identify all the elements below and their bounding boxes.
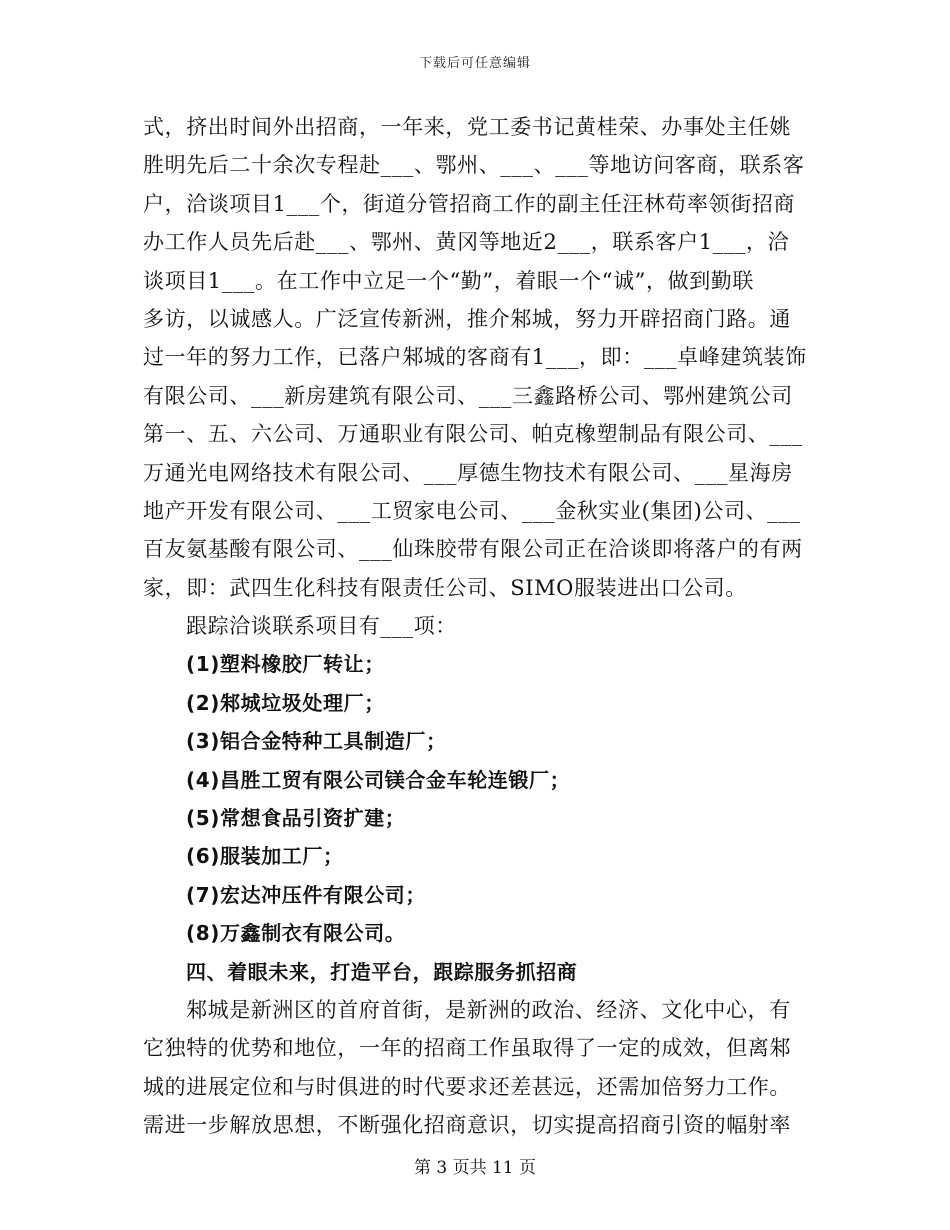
paragraph-line: 胜明先后二十余次专程赴___、鄂州、___、___等地访问客商，联系客 bbox=[143, 153, 805, 178]
section-heading: 四、着眼未来，打造平台，跟踪服务抓招商 bbox=[186, 959, 578, 984]
paragraph-line: 多访，以诚感人。广泛宣传新洲，推介邾城，努力开辟招商门路。通 bbox=[143, 306, 791, 331]
project-list-item: (2)邾城垃圾处理厂； bbox=[186, 690, 385, 715]
paragraph-line: 地产开发有限公司、___工贸家电公司、___金秋实业(集团)公司、___ bbox=[143, 498, 801, 523]
tracking-projects-intro: 跟踪洽谈联系项目有___项： bbox=[186, 614, 457, 639]
document-body bbox=[143, 108, 808, 1145]
paragraph-line: 式，挤出时间外出招商，一年来，党工委书记黄桂荣、办事处主任姚 bbox=[143, 115, 791, 139]
paragraph-line: 百友氨基酸有限公司、___仙珠胶带有限公司正在洽谈即将落户的有两 bbox=[143, 537, 803, 562]
paragraph-line: 谈项目1___。在工作中立足一个“勤”，着眼一个“诚”，做到勤联 bbox=[143, 268, 755, 293]
paragraph-line: 第一、五、六公司、万通职业有限公司、帕克橡塑制品有限公司、___ bbox=[143, 422, 803, 447]
paragraph-line: 城的进展定位和与时俱进的时代要求还差甚远，还需加倍努力工作。 bbox=[143, 1074, 791, 1099]
project-list-item: (7)宏达冲压件有限公司； bbox=[186, 882, 426, 907]
paragraph-line: 万通光电网络技术有限公司、___厚德生物技术有限公司、___星海房 bbox=[143, 460, 793, 485]
paragraph-line: 邾城是新洲区的首府首街，是新洲的政治、经济、文化中心，有 bbox=[186, 997, 791, 1022]
paragraph-line: 它独特的优势和地位，一年的招商工作虽取得了一定的成效，但离邾 bbox=[143, 1036, 791, 1061]
page-number-footer: 第 3 页共 11 页 bbox=[413, 1158, 537, 1178]
project-list-item: (1)塑料橡胶厂转让； bbox=[186, 652, 385, 677]
paragraph-line: 过一年的努力工作，已落户邾城的客商有1___，即：___卓峰建筑装饰 bbox=[143, 345, 807, 370]
project-list-item: (5)常想食品引资扩建； bbox=[186, 806, 406, 831]
page-header: 下载后可任意编辑 bbox=[418, 56, 531, 71]
paragraph-line: 户，洽谈项目1___个，街道分管招商工作的副主任汪林苟率领街招商 bbox=[143, 191, 796, 216]
project-list-item: (6)服装加工厂； bbox=[186, 844, 344, 869]
paragraph-line: 需进一步解放思想，不断强化招商意识，切实提高招商引资的幅射率 bbox=[143, 1113, 791, 1138]
project-list-item: (3)铝合金特种工具制造厂； bbox=[186, 729, 447, 754]
project-list-item: (4)昌胜工贸有限公司镁合金车轮连锻厂； bbox=[186, 767, 571, 792]
paragraph-line: 家，即：武四生化科技有限责任公司、SIMO服装进出口公司。 bbox=[143, 575, 747, 600]
paragraph-line: 办工作人员先后赴___、鄂州、黄冈等地近2___，联系客户1___，洽 bbox=[143, 230, 790, 255]
project-list-item: (8)万鑫制衣有限公司。 bbox=[186, 921, 406, 946]
paragraph-line: 有限公司、___新房建筑有限公司、___三鑫路桥公司、鄂州建筑公司 bbox=[143, 383, 793, 408]
